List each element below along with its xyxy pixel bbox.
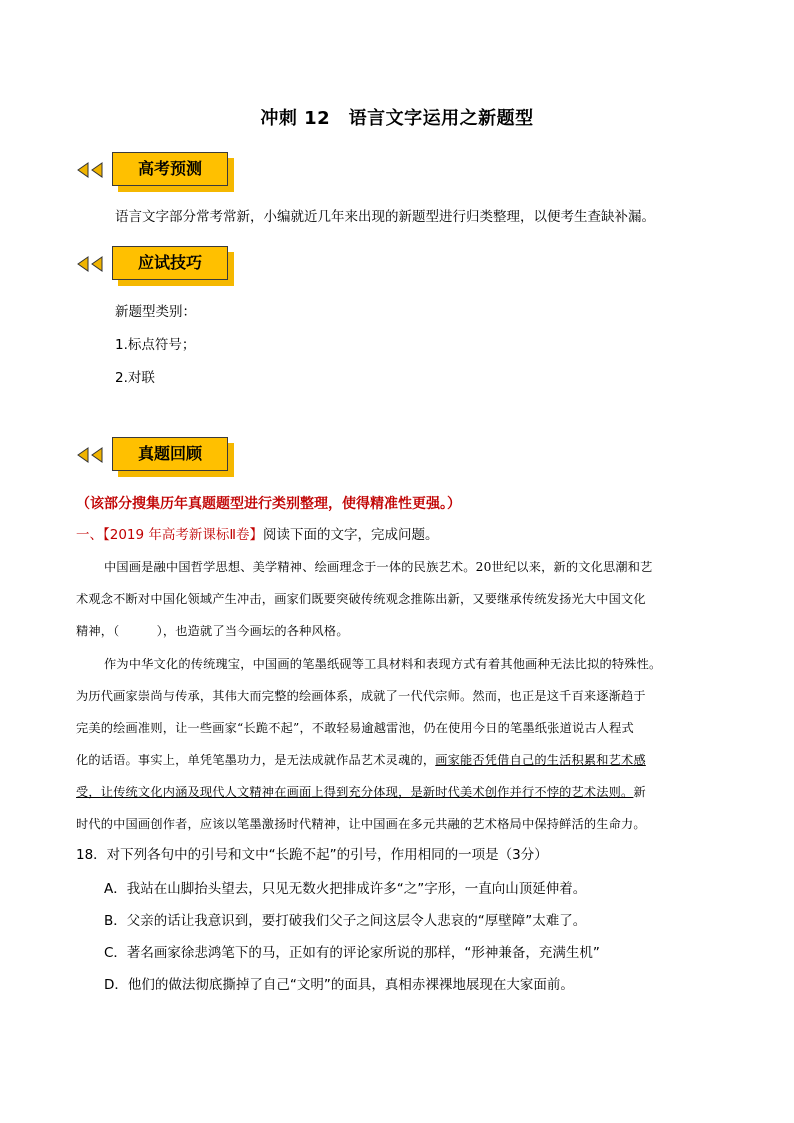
- option-c: C．著名画家徐悲鸿笔下的马，正如有的评论家所说的那样，“形神兼备，充满生机”: [104, 945, 600, 961]
- question-source: 【2019 年高考新课标Ⅱ卷】: [103, 527, 264, 543]
- question-instruction: 阅读下面的文字，完成问题。: [263, 527, 439, 543]
- passage-text: 新: [633, 785, 646, 799]
- section-header-forecast: [76, 152, 246, 192]
- skills-line: 1.标点符号；: [115, 337, 196, 353]
- section-label-forecast: 高考预测: [112, 152, 228, 186]
- option-b: B．父亲的话让我意识到，要打破我们父子之间这层令人悲哀的“厚壁障”太难了。: [104, 913, 587, 929]
- double-left-arrow-icon: [76, 256, 106, 272]
- section-header-review: [76, 437, 246, 477]
- question-stem: 18．对下列各句中的引号和文中“长跪不起”的引号，作用相同的一项是（3分）: [76, 847, 548, 863]
- question-header: [76, 525, 439, 545]
- forecast-text: 语言文字部分常考常新，小编就近几年来出现的新题型进行归类整理，以便考生查缺补漏。: [115, 209, 655, 225]
- underlined-passage-text: 受，让传统文化内涵及现代人文精神在画面上得到充分体现，是新时代美术创作并行不悖的艺术法则。: [76, 785, 634, 799]
- skills-line: 2.对联: [115, 370, 155, 386]
- option-d: D．他们的做法彻底撕掉了自己“文明”的面具，真相赤裸裸地展现在大家面前。: [104, 977, 574, 993]
- section-label-review: 真题回顾: [112, 437, 228, 471]
- question-prefix: 一、: [76, 527, 103, 543]
- double-left-arrow-icon: [76, 162, 106, 178]
- passage-line: [76, 750, 646, 770]
- passage-line: 为历代画家崇尚与传承，其伟大而完整的绘画体系，成就了一代代宗师。然而，也正是这千百来逐渐趋于: [76, 689, 646, 703]
- passage-line: 中国画是融中国哲学思想、美学精神、绘画理念于一体的民族艺术。20世纪以来，新的文化思潮和艺: [104, 560, 653, 574]
- passage-text: 化的话语。事实上，单凭笔墨功力，是无法成就作品艺术灵魂的，: [76, 753, 436, 767]
- review-note: （该部分搜集历年真题题型进行类别整理，使得精准性更强。）: [76, 496, 461, 512]
- passage-line: 时代的中国画创作者，应该以笔墨激扬时代精神，让中国画在多元共融的艺术格局中保持鲜活的生命力。: [76, 817, 646, 831]
- double-left-arrow-icon: [76, 447, 106, 463]
- passage-line: [76, 782, 646, 802]
- passage-line: 完美的绘画准则，让一些画家“长跪不起”，不敢轻易逾越雷池，仍在使用今日的笔墨纸张道说古人程式: [76, 721, 634, 735]
- option-a: A．我站在山脚抬头望去，只见无数火把排成许多“之”字形，一直向山顶延伸着。: [104, 881, 587, 897]
- underlined-passage-text: 画家能否凭借自己的生活积累和艺术感: [435, 753, 646, 767]
- section-label-skills: 应试技巧: [112, 246, 228, 280]
- passage-line: 精神，（ ），也造就了当今画坛的各种风格。: [76, 624, 349, 638]
- passage-line: 作为中华文化的传统瑰宝，中国画的笔墨纸砚等工具材料和表现方式有着其他画种无法比拟的特殊性。: [104, 657, 662, 671]
- section-header-skills: [76, 246, 246, 286]
- passage-line: 术观念不断对中国化领域产生冲击，画家们既要突破传统观念推陈出新，又要继承传统发扬光大中国文化: [76, 592, 646, 606]
- skills-line: 新题型类别：: [115, 304, 196, 320]
- page-title: 冲刺 12 语言文字运用之新题型: [260, 108, 534, 129]
